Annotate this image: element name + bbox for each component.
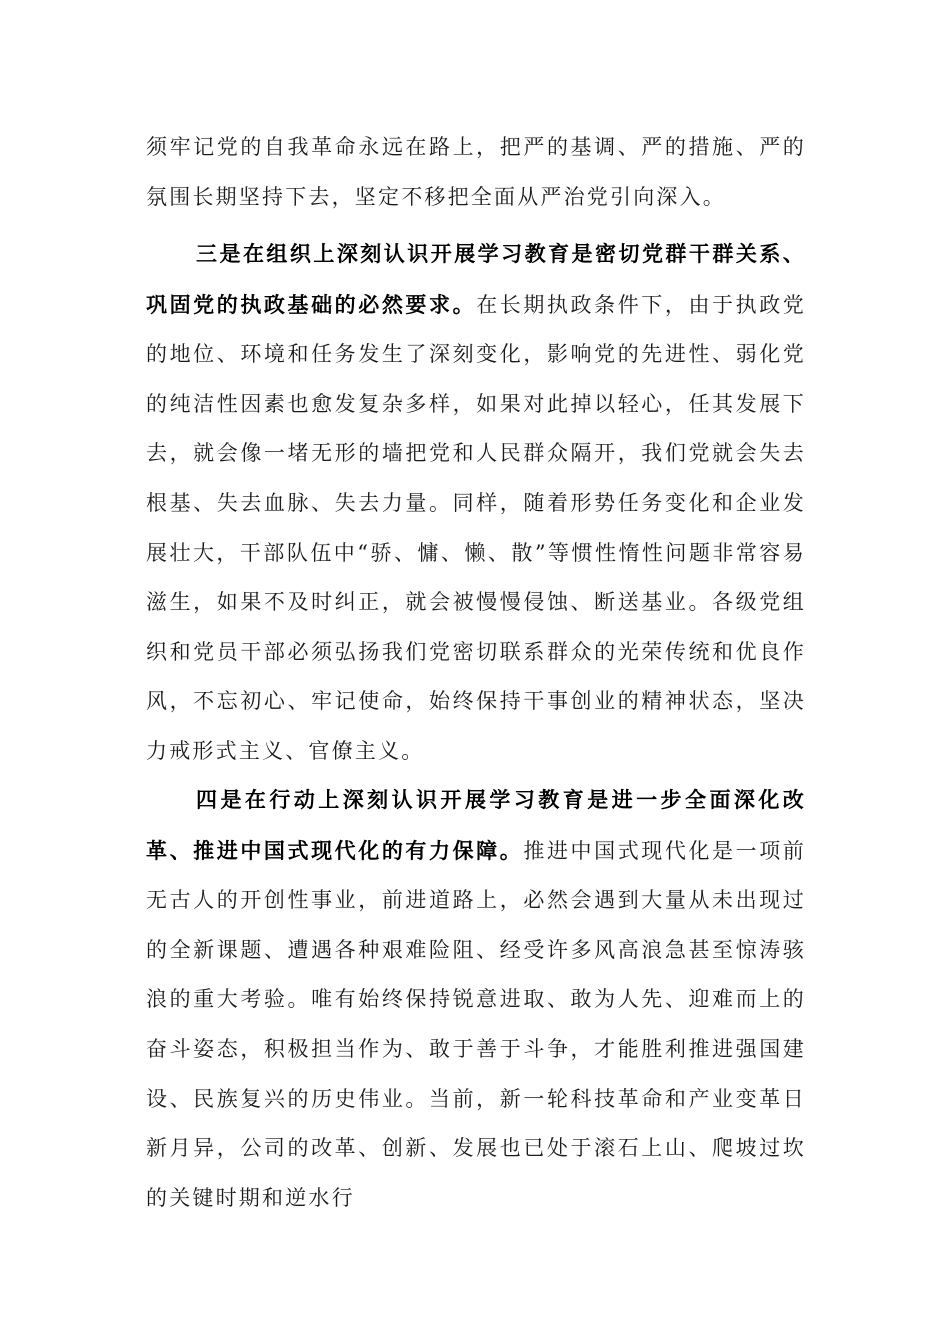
- paragraph-section-three: [146, 229, 806, 777]
- paragraph-3: [146, 775, 806, 1223]
- paragraph-2-body: 在长期执政条件下，由于执政党的地位、环境和任务发生了深刻变化，影响党的先进性、弱化党的纯洁性因素也愈发复杂多样，如果对此掉以轻心，任其发展下去，就会像一堵无形的墙把党和人民群众隔开，我们党就会失去根基、失去血脉、失去力量。同样，随着形势任务变化和企业发展壮大，干部队伍中“骄、慵、懒、散”等惯性惰性问题非常容易滋生，如果不及时纠正，就会被慢慢侵蚀、断送基业。各级党组织和党员干部必须弘扬我们党密切联系群众的光荣传统和优良作风，不忘初心、牢记使命，始终保持干事创业的精神状态，坚决力戒形式主义、官僚主义。: [146, 292, 806, 763]
- paragraph-1: [146, 123, 806, 222]
- paragraph-section-four: [146, 775, 806, 1223]
- paragraph-1-body: 须牢记党的自我革命永远在路上，把严的基调、严的措施、严的氛围长期坚持下去，坚定不移把全面从严治党引向深入。: [146, 135, 806, 209]
- paragraph-3-body: 推进中国式现代化是一项前无古人的开创性事业，前进道路上，必然会遇到大量从未出现过的全新课题、遭遇各种艰难险阻、经受许多风高浪急甚至惊涛骇浪的重大考验。唯有始终保持锐意进取、敢为人先、迎难而上的奋斗姿态，积极担当作为、敢于善于斗争，才能胜利推进强国建设、民族复兴的历史伟业。当前，新一轮科技革命和产业变革日新月异，公司的改革、创新、发展也已处于滚石上山、爬坡过坎的关键时期和逆水行: [146, 838, 806, 1210]
- paragraph-2-lead: 三是在组织上深刻认识开展学习教育是密切党群干群关系、巩固党的执政基础的必然要求。: [146, 241, 806, 317]
- paragraph-2: [146, 229, 806, 777]
- paragraph-3-lead: 四是在行动上深刻认识开展学习教育是进一步全面深化改革、推进中国式现代化的有力保障。: [146, 787, 806, 863]
- paragraph-continuation: [146, 123, 806, 222]
